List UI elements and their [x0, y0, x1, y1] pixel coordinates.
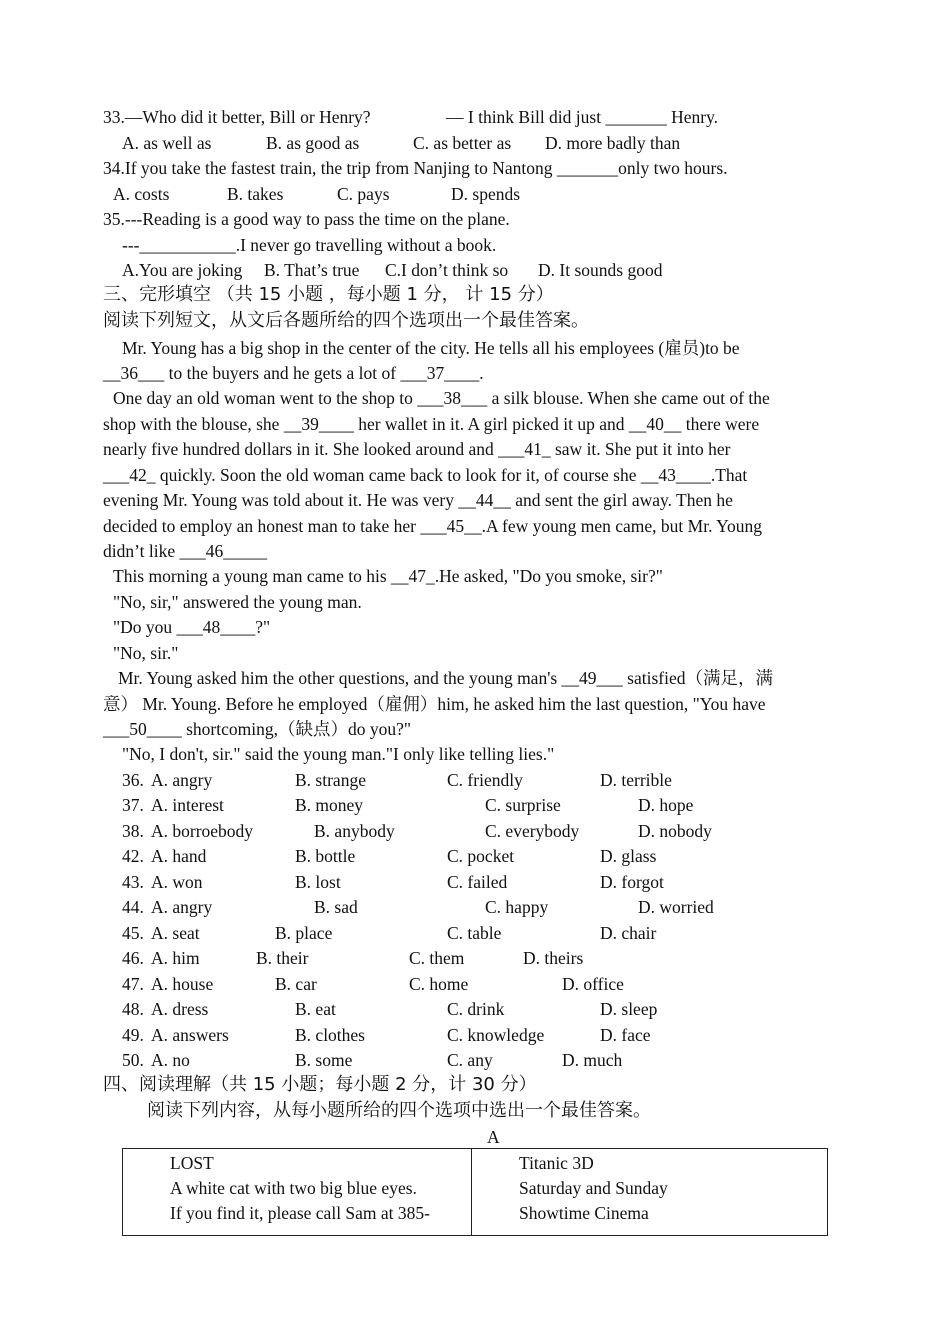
option: B. car: [275, 974, 317, 994]
question-number: 43.: [122, 872, 144, 892]
option: C. drink: [447, 999, 505, 1019]
option: C. table: [447, 923, 502, 943]
section3-instruction: 阅读下列短文，从文后各题所给的四个选项出一个最佳答案。: [103, 310, 589, 331]
option: D. much: [562, 1050, 623, 1070]
option: B. clothes: [295, 1025, 365, 1045]
cinema-notice-line: Showtime Cinema: [519, 1203, 649, 1223]
q33-stem: 33.—Who did it better, Bill or Henry?: [103, 107, 371, 127]
reading-table-a: [122, 1148, 828, 1236]
option: A. won: [151, 872, 203, 892]
q33-option-b: B. as good as: [266, 133, 360, 153]
q35-option-c: C.I don’t think so: [385, 260, 509, 280]
q33-option-a: A. as well as: [122, 133, 212, 153]
question-number: 46.: [122, 948, 144, 968]
lost-notice-line: LOST: [170, 1153, 214, 1173]
option: B. bottle: [295, 846, 356, 866]
question-number: 37.: [122, 795, 144, 815]
option: D. nobody: [638, 821, 712, 841]
question-number: 36.: [122, 770, 144, 790]
option: C. happy: [485, 897, 549, 917]
cinema-notice-cell: [519, 1152, 668, 1224]
option: D. hope: [638, 795, 694, 815]
passage-line: Mr. Young has a big shop in the center of the city. He tells all his employees (雇员)to be: [122, 338, 740, 358]
option: B. lost: [295, 872, 341, 892]
option: C. home: [409, 974, 469, 994]
option: D. sleep: [600, 999, 658, 1019]
q34-option-a: A. costs: [113, 184, 170, 204]
q35-option-d: D. It sounds good: [538, 260, 663, 280]
part-label: A: [487, 1127, 500, 1147]
section3-heading: 三、完形填空 （共 15 小题 ，每小题 1 分， 计 15 分）: [103, 284, 554, 305]
q35-option-b: B. That’s true: [264, 260, 360, 280]
option: A. answers: [151, 1025, 229, 1045]
option: A. interest: [151, 795, 224, 815]
option: D. theirs: [523, 948, 584, 968]
option: D. chair: [600, 923, 657, 943]
passage-line: "No, sir.": [113, 643, 179, 663]
option: A. dress: [151, 999, 209, 1019]
option: A. house: [151, 974, 214, 994]
question-number: 42.: [122, 846, 144, 866]
question-number: 49.: [122, 1025, 144, 1045]
passage-line: Mr. Young asked him the other questions, and the young man's __49___ satisfied（满足，满: [118, 668, 773, 688]
option: C. failed: [447, 872, 508, 892]
option: C. them: [409, 948, 465, 968]
option: B. strange: [295, 770, 366, 790]
lost-notice-line: If you find it, please call Sam at 385-: [170, 1203, 430, 1223]
option: D. worried: [638, 897, 714, 917]
cinema-notice-line: Titanic 3D: [519, 1153, 594, 1173]
passage-line: decided to employ an honest man to take her ___45__.A few young men came, but Mr. Young: [103, 516, 763, 536]
option: D. office: [562, 974, 624, 994]
option: B. their: [256, 948, 309, 968]
passage-line: This morning a young man came to his __47_.He asked, "Do you smoke, sir?": [113, 566, 663, 586]
option: C. knowledge: [447, 1025, 545, 1045]
passage-line: __36___ to the buyers and he gets a lot of ___37____.: [103, 363, 484, 383]
option: D. glass: [600, 846, 657, 866]
q35-option-a: A.You are joking: [122, 260, 243, 280]
option: B. place: [275, 923, 333, 943]
option: A. angry: [151, 897, 213, 917]
passage-line: 意） Mr. Young. Before he employed（雇佣）him, he asked him the last question, "You have: [103, 694, 766, 714]
option: A. hand: [151, 846, 207, 866]
option: C. surprise: [485, 795, 561, 815]
option: D. terrible: [600, 770, 672, 790]
option: D. face: [600, 1025, 651, 1045]
option: B. eat: [295, 999, 336, 1019]
q35-reply: ---___________.I never go travelling without a book.: [122, 235, 497, 255]
section4-heading: 四、阅读理解（共 15 小题；每小题 2 分，计 30 分）: [103, 1074, 537, 1095]
option: D. forgot: [600, 872, 664, 892]
passage-line: evening Mr. Young was told about it. He was very __44__ and sent the girl away. Then he: [103, 490, 733, 510]
question-number: 50.: [122, 1050, 144, 1070]
passage-line: "Do you ___48____?": [113, 617, 271, 637]
option: C. friendly: [447, 770, 523, 790]
option: A. borroebody: [151, 821, 254, 841]
question-number: 47.: [122, 974, 144, 994]
q34-option-c: C. pays: [337, 184, 390, 204]
q35-stem: 35.---Reading is a good way to pass the time on the plane.: [103, 209, 510, 229]
lost-notice-cell: [170, 1152, 430, 1224]
option: C. pocket: [447, 846, 515, 866]
q33-option-c: C. as better as: [413, 133, 512, 153]
passage-line: ___42_ quickly. Soon the old woman came back to look for it, of course she __43____.That: [103, 465, 748, 485]
passage-line: One day an old woman went to the shop to ___38___ a silk blouse. When she came out of the: [113, 388, 770, 408]
q34-option-b: B. takes: [227, 184, 284, 204]
option: A. no: [151, 1050, 190, 1070]
option: B. money: [295, 795, 364, 815]
option: A. him: [151, 948, 200, 968]
passage-line: "No, I don't, sir." said the young man."I only like telling lies.": [122, 744, 555, 764]
passage-line: "No, sir," answered the young man.: [113, 592, 362, 612]
table-divider: [471, 1149, 472, 1235]
option: A. angry: [151, 770, 213, 790]
question-number: 45.: [122, 923, 144, 943]
q33-option-d: D. more badly than: [545, 133, 681, 153]
passage-line: nearly five hundred dollars in it. She looked around and ___41_ saw it. She put it into her: [103, 439, 731, 459]
passage-line: didn’t like ___46_____: [103, 541, 267, 561]
q33-reply: — I think Bill did just _______ Henry.: [446, 107, 719, 127]
question-number: 48.: [122, 999, 144, 1019]
option: B. sad: [314, 897, 358, 917]
q34-option-d: D. spends: [451, 184, 521, 204]
q34-stem: 34.If you take the fastest train, the trip from Nanjing to Nantong _______only two hours.: [103, 158, 728, 178]
passage-line: shop with the blouse, she __39____ her wallet in it. A girl picked it up and __40__ there were: [103, 414, 760, 434]
passage-line: ___50____ shortcoming,（缺点）do you?": [103, 719, 412, 739]
section4-instruction: 阅读下列内容，从每小题所给的四个选项中选出一个最佳答案。: [147, 1100, 651, 1121]
lost-notice-line: A white cat with two big blue eyes.: [170, 1178, 417, 1198]
option: B. anybody: [314, 821, 395, 841]
cinema-notice-line: Saturday and Sunday: [519, 1178, 668, 1198]
option: C. any: [447, 1050, 493, 1070]
option: A. seat: [151, 923, 200, 943]
option: B. some: [295, 1050, 353, 1070]
question-number: 38.: [122, 821, 144, 841]
question-number: 44.: [122, 897, 144, 917]
option: C. everybody: [485, 821, 580, 841]
